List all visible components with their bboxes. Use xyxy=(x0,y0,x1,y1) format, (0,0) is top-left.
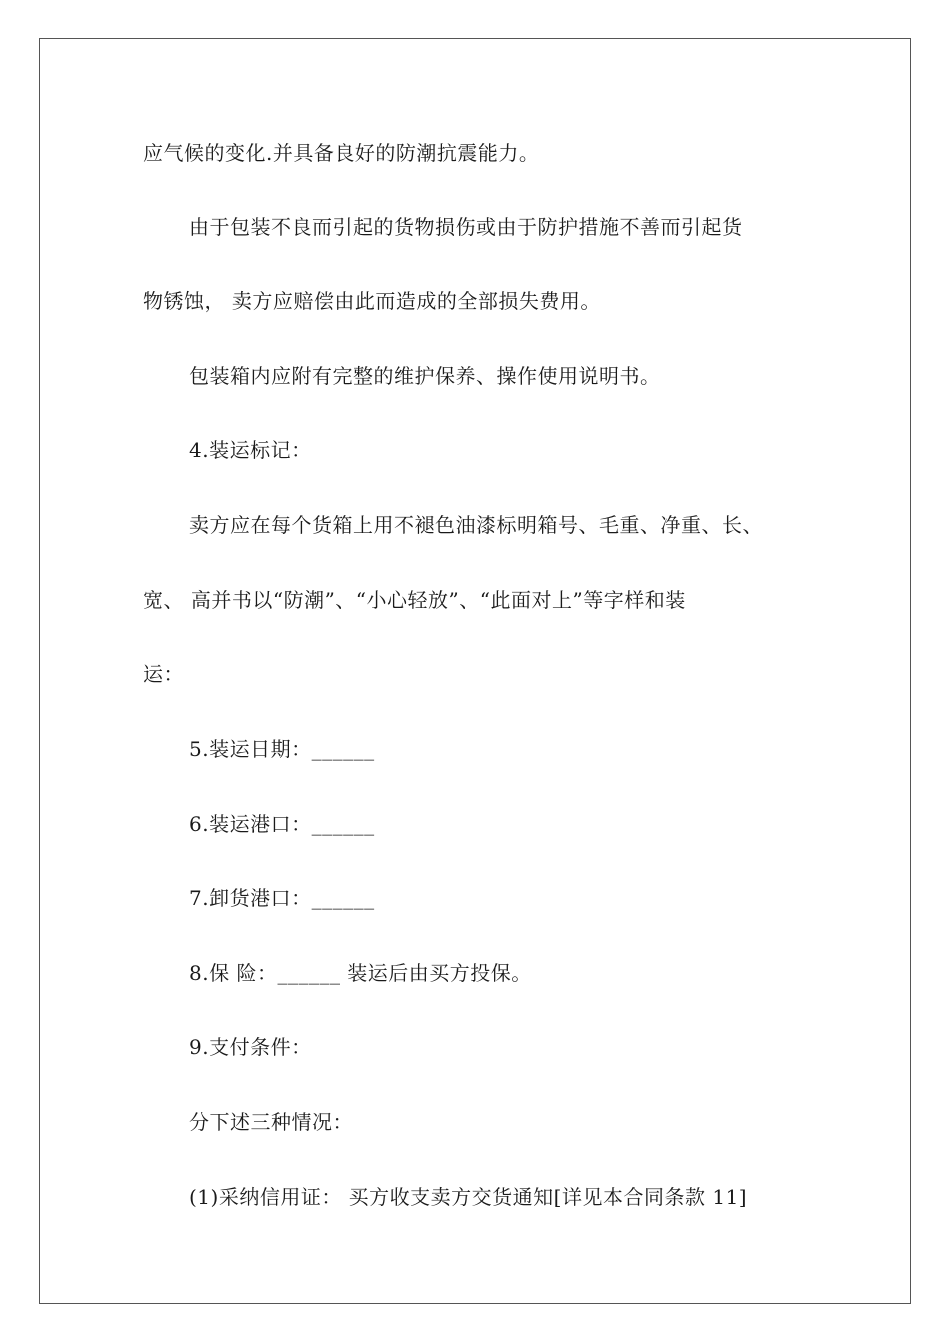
paragraph-line-2: 由于包装不良而引起的货物损伤或由于防护措施不善而引起货 xyxy=(189,215,743,239)
section-heading-shipping-marks: 4.装运标记： xyxy=(189,438,312,462)
paragraph-line-6: 卖方应在每个货箱上用不褪色油漆标明箱号、毛重、净重、长、 xyxy=(189,513,763,537)
paragraph-letter-of-credit: (1)采纳信用证： 买方收支卖方交货通知[详见本合同条款 11] xyxy=(189,1185,748,1209)
paragraph-line-8: 运： xyxy=(143,662,184,686)
section-port-of-loading: 6.装运港口：______ xyxy=(189,812,375,836)
paragraph-line-3: 物锈蚀， 卖方应赔偿由此而造成的全部损失费用。 xyxy=(143,289,601,313)
paragraph-line-1: 应气候的变化.并具备良好的防潮抗震能力。 xyxy=(143,141,540,165)
section-insurance: 8.保 险：______ 装运后由买方投保。 xyxy=(189,961,532,985)
paragraph-line-7: 宽、 高并书以“防潮”、“小心轻放”、“此面对上”等字样和装 xyxy=(143,588,686,612)
paragraph-three-cases: 分下述三种情况： xyxy=(189,1110,353,1134)
paragraph-line-4: 包装箱内应附有完整的维护保养、操作使用说明书。 xyxy=(189,364,661,388)
section-port-of-discharge: 7.卸货港口：______ xyxy=(189,886,375,910)
section-payment-terms: 9.支付条件： xyxy=(189,1035,312,1059)
section-shipping-date: 5.装运日期：______ xyxy=(189,737,375,761)
